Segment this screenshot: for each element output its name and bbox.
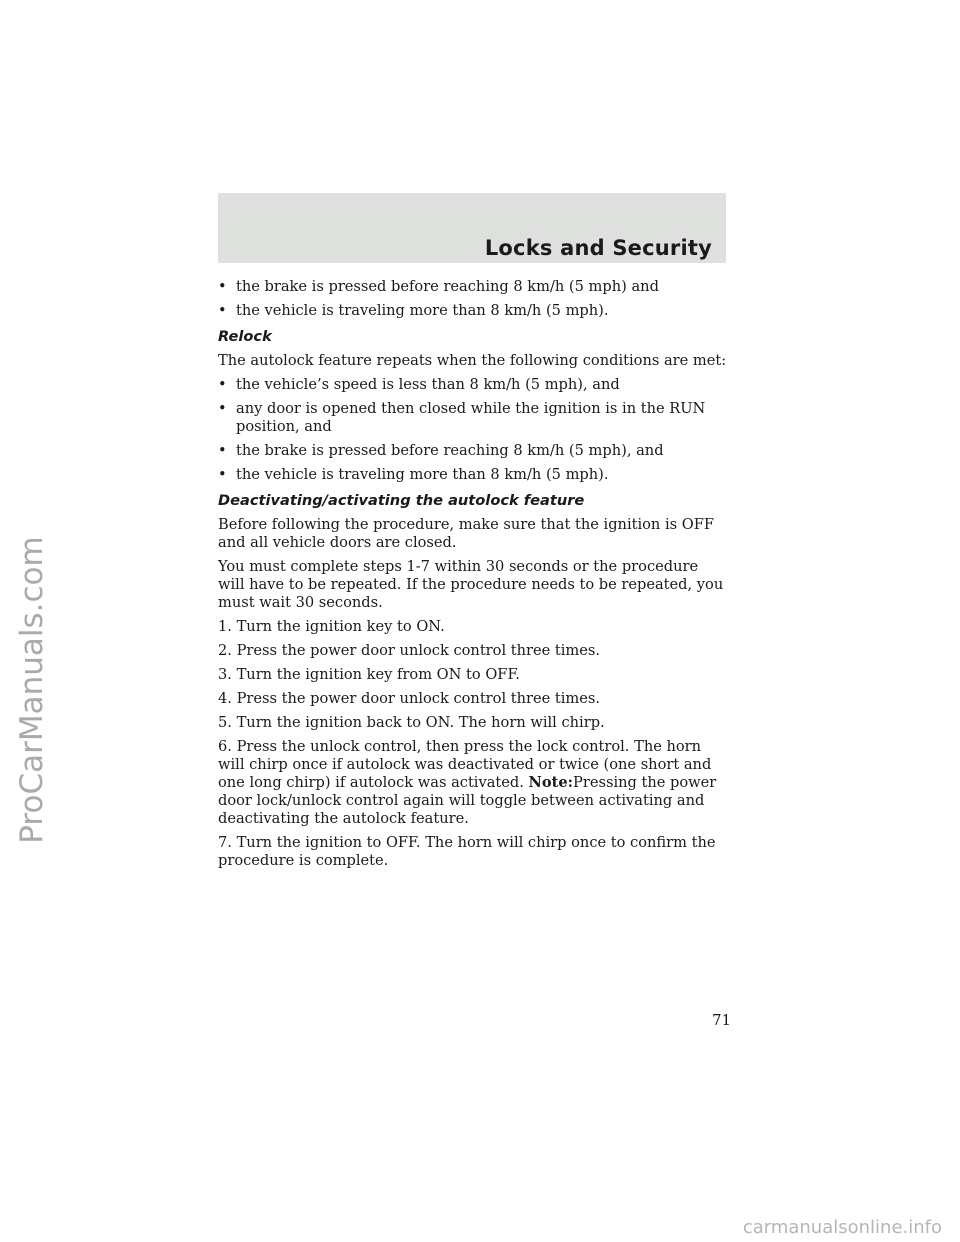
list-item: • the brake is pressed before reaching 8 km/h (5 mph), and <box>218 442 664 459</box>
note-label: Note: <box>528 774 574 791</box>
section-title: Locks and Security <box>484 236 712 260</box>
deactivating-paragraph: You must complete steps 1-7 within 30 seconds or the procedure will have to be repeated. If the procedure needs to be repeated, you must wait 30 seconds. <box>218 558 724 611</box>
procedure-step: 4. Press the power door unlock control three times. <box>218 690 601 707</box>
bullet-dot-icon: • <box>218 442 227 459</box>
procedure-step: 7. Turn the ignition to OFF. The horn will chirp once to confirm the procedure is complete. <box>218 834 716 869</box>
list-item: • the brake is pressed before reaching 8 km/h (5 mph) and <box>218 278 659 295</box>
relock-heading: Relock <box>218 328 272 345</box>
bullet-dot-icon: • <box>218 302 227 319</box>
procedure-step: 3. Turn the ignition key from ON to OFF. <box>218 666 520 683</box>
side-watermark: ProCarManuals.com <box>14 536 50 844</box>
deactivating-heading: Deactivating/activating the autolock feature <box>218 492 585 509</box>
procedure-step: 5. Turn the ignition back to ON. The horn will chirp. <box>218 714 605 731</box>
list-item: • the vehicle is traveling more than 8 km/h (5 mph). <box>218 466 609 483</box>
list-item: • the vehicle is traveling more than 8 km/h (5 mph). <box>218 302 609 319</box>
procedure-step: 1. Turn the ignition key to ON. <box>218 618 445 635</box>
deactivating-paragraph: Before following the procedure, make sure that the ignition is OFF and all vehicle doors are closed. <box>218 516 714 551</box>
footer-watermark: carmanualsonline.info <box>742 1217 942 1238</box>
bullet-dot-icon: • <box>218 400 227 417</box>
procedure-step: 2. Press the power door unlock control three times. <box>218 642 601 659</box>
section-header-band <box>218 193 726 263</box>
bullet-dot-icon: • <box>218 376 227 393</box>
procedure-step-6: 6. Press the unlock control, then press the lock control. The horn will chirp once if autolock was deactivated or twice (one short and one long chirp) if autolock was activated. Note:Pressing the power door lock/unlock control again will toggle between activating and deactivating the autolock feature. <box>218 738 717 827</box>
page-number: 71 <box>712 1011 732 1029</box>
bullet-dot-icon: • <box>218 278 227 295</box>
list-item: • any door is opened then closed while the ignition is in the RUN position, and <box>218 400 706 435</box>
relock-intro: The autolock feature repeats when the following conditions are met: <box>218 352 727 369</box>
list-item: • the vehicle’s speed is less than 8 km/h (5 mph), and <box>218 376 620 393</box>
page-content <box>218 278 728 876</box>
bullet-dot-icon: • <box>218 466 227 483</box>
